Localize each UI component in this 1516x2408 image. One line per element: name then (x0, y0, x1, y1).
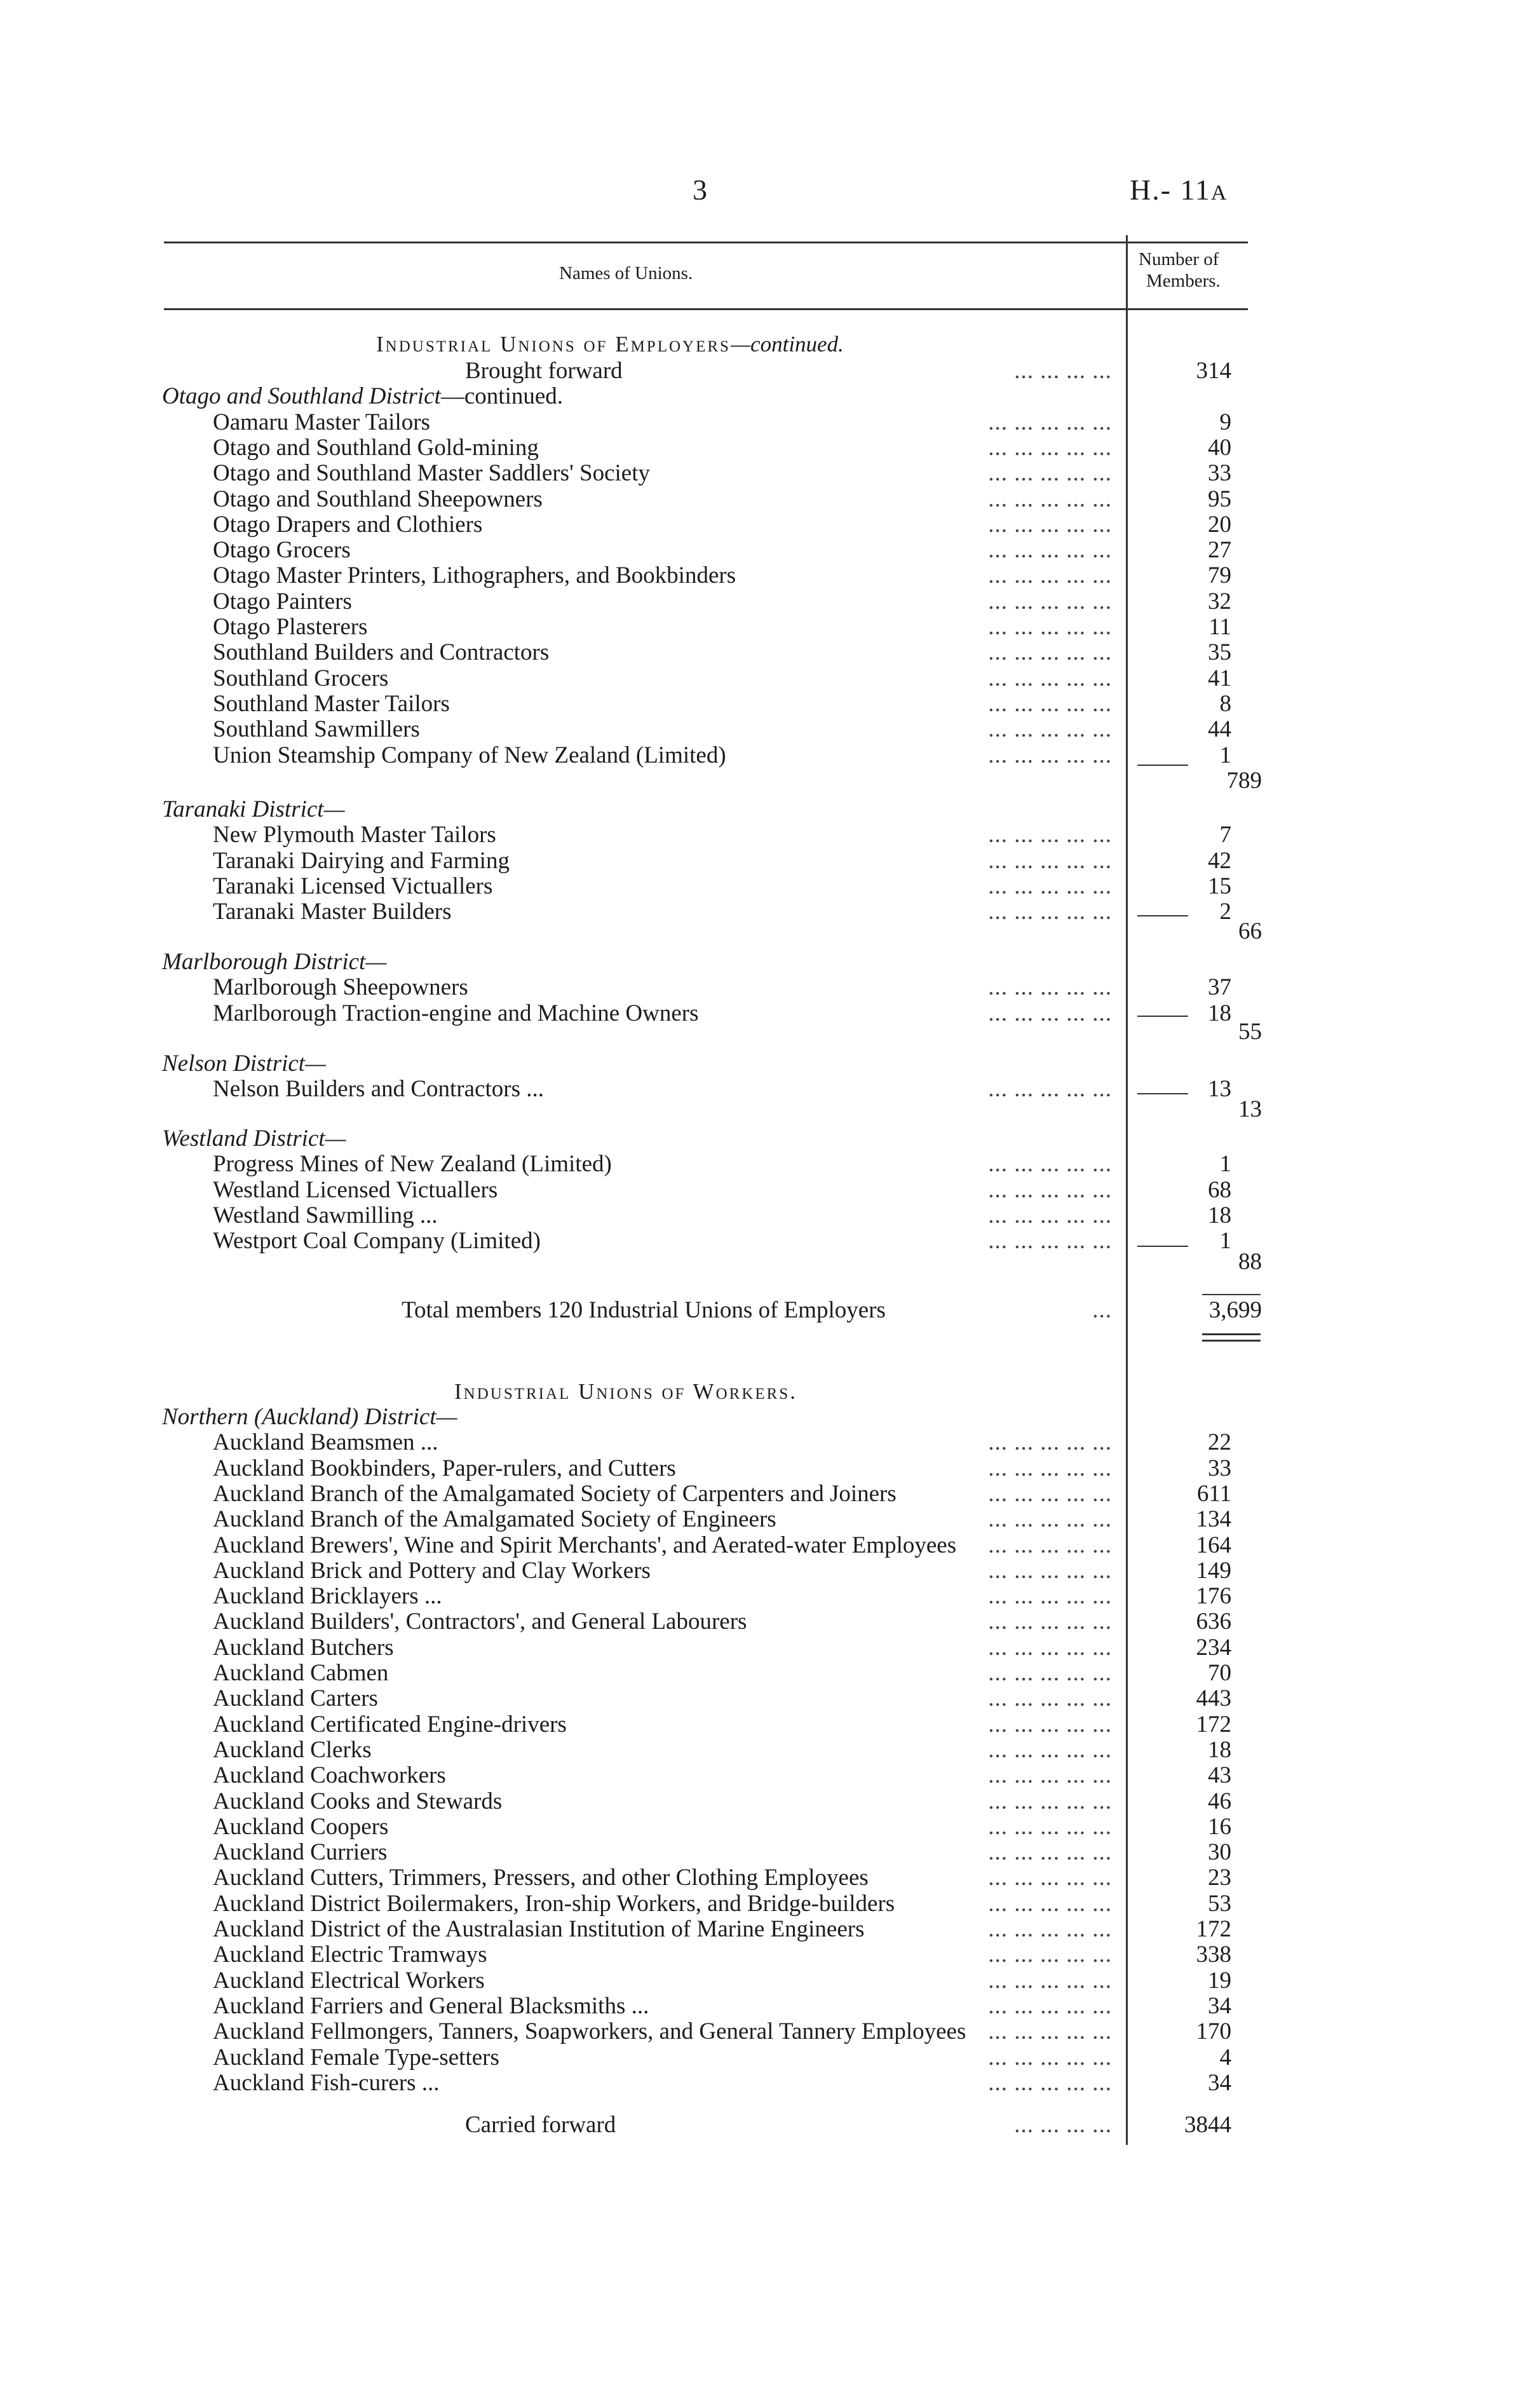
union-name: Auckland Bricklayers ... (213, 1583, 442, 1610)
leader-dots: ... ... ... ... ... (988, 1711, 1112, 1738)
leader-dots: ... ... ... ... ... (988, 1152, 1112, 1178)
table-row (0, 1584, 1516, 1609)
table-row (0, 410, 1516, 435)
leader-dots: ... ... ... ... ... (988, 975, 1112, 1001)
member-count: 53 (1208, 1890, 1231, 1917)
column-header-members-line2: Members. (1146, 271, 1221, 291)
table-row (0, 1840, 1516, 1865)
member-count: 37 (1208, 974, 1231, 1001)
leader-dots: ... ... ... ... ... (988, 665, 1112, 691)
carried-forward-value: 3844 (1184, 2112, 1231, 2138)
table-row (0, 1507, 1516, 1532)
leader-dots: ... ... ... ... ... (988, 1635, 1112, 1661)
employers-total-row (0, 1298, 1516, 1323)
member-count: 8 (1219, 690, 1231, 717)
subtotal-value: 55 (1238, 1019, 1262, 1045)
leader-dots: ... ... ... ... ... (988, 1993, 1112, 2019)
table-row (0, 1609, 1516, 1635)
table-row (0, 975, 1516, 1000)
table-header-bottom-rule (164, 308, 1248, 310)
union-name: Taranaki Licensed Victuallers (213, 873, 493, 899)
union-name: Auckland Branch of the Amalgamated Society of Engineers (213, 1506, 776, 1533)
leader-dots: ... ... ... ... ... (988, 691, 1112, 717)
leader-dots: ... ... ... ... ... (988, 822, 1112, 848)
union-name: Otago and Southland Master Saddlers' Society (213, 460, 650, 487)
member-count: 68 (1208, 1176, 1231, 1203)
union-name: Westland Sawmilling ... (213, 1202, 438, 1228)
union-name: Westland Licensed Victuallers (213, 1176, 498, 1203)
member-count: 33 (1208, 460, 1231, 487)
table-row (0, 1763, 1516, 1788)
leader-dots: ... ... ... ... ... (988, 1455, 1112, 1481)
member-count: 234 (1196, 1634, 1231, 1661)
union-name: Auckland District of the Australasian Institution of Marine Engineers (213, 1916, 865, 1942)
member-count: 172 (1196, 1916, 1231, 1942)
union-name: Marlborough Traction-engine and Machine Owners (213, 1000, 699, 1026)
member-count: 172 (1196, 1711, 1231, 1738)
westland-heading (0, 1126, 1516, 1152)
table-row (0, 1814, 1516, 1840)
member-count: 30 (1208, 1839, 1231, 1866)
member-count: 33 (1208, 1455, 1231, 1481)
nelson-subtotal (0, 1097, 1516, 1122)
member-count: 9 (1219, 409, 1231, 435)
document-reference-suffix: A (1210, 181, 1228, 205)
table-top-rule (164, 241, 1248, 243)
column-header-names: Names of Unions. (559, 263, 693, 283)
taranaki-subtotal (0, 919, 1516, 944)
union-name: Auckland Electric Tramways (213, 1942, 487, 1968)
table-row (0, 461, 1516, 486)
table-row (0, 1635, 1516, 1661)
member-count: 34 (1208, 1992, 1231, 2019)
member-count: 20 (1208, 511, 1231, 538)
union-name: Auckland Beamsmen ... (213, 1429, 438, 1456)
leader-dots: ... ... ... ... ... (988, 1507, 1112, 1533)
table-row (0, 538, 1516, 563)
member-count: 443 (1196, 1685, 1231, 1712)
otago-subtotal (0, 768, 1516, 794)
table-row (0, 2019, 1516, 2044)
brought-forward-row (0, 358, 1516, 384)
table-row (0, 487, 1516, 512)
leader-dots: ... ... ... ... ... (988, 717, 1112, 743)
member-count: 7 (1219, 822, 1231, 848)
table-row (0, 512, 1516, 538)
leader-dots: ... ... ... ... ... (988, 563, 1112, 589)
employers-heading: Industrial Unions of Employers—continued. (376, 332, 844, 357)
member-count: 46 (1208, 1788, 1231, 1814)
union-name: Auckland Farriers and General Blacksmiths ... (213, 1992, 649, 2019)
leader-dots: ... ... ... ... ... (988, 1737, 1112, 1763)
union-name: Union Steamship Company of New Zealand (Limited) (213, 742, 726, 768)
union-name: Auckland Butchers (213, 1634, 394, 1661)
table-row (0, 1558, 1516, 1584)
union-name: Auckland Branch of the Amalgamated Society of Carpenters and Joiners (213, 1480, 897, 1507)
leader-dots: ... ... ... ... ... (988, 1968, 1112, 1994)
member-count: 23 (1208, 1865, 1231, 1891)
table-row (0, 1686, 1516, 1711)
member-count: 134 (1196, 1506, 1231, 1533)
subtotal-rule (1137, 915, 1188, 916)
table-row (0, 1456, 1516, 1481)
union-name: Southland Sawmillers (213, 716, 420, 743)
leader-dots: ... ... ... ... ... (988, 1077, 1112, 1103)
leader-dots: ... ... ... ... ... (988, 2019, 1112, 2045)
column-header-members-line1: Number of (1139, 249, 1219, 269)
table-row (0, 874, 1516, 899)
subtotal-value: 66 (1238, 918, 1262, 944)
union-name: Auckland Cooks and Stewards (213, 1788, 503, 1814)
table-row (0, 1789, 1516, 1814)
leader-dots: ... ... ... ... ... (988, 1177, 1112, 1203)
marlborough-heading-label: Marlborough District— (162, 949, 387, 975)
table-row (0, 1865, 1516, 1891)
marlborough-subtotal (0, 1019, 1516, 1045)
westland-heading-label: Westland District— (162, 1126, 346, 1152)
leader-dots: ... ... ... ... ... (988, 486, 1112, 512)
leader-dots: ... ... ... ... ... (988, 1430, 1112, 1456)
table-row (0, 2045, 1516, 2071)
member-count: 32 (1208, 588, 1231, 615)
union-name: Otago Drapers and Clothiers (213, 511, 483, 538)
member-count: 16 (1208, 1813, 1231, 1840)
leader-dots: ... ... ... ... ... (988, 2070, 1112, 2096)
employers-total-label: Total members 120 Industrial Unions of Employers (402, 1297, 886, 1323)
union-name: Westport Coal Company (Limited) (213, 1228, 541, 1255)
union-name: Nelson Builders and Contractors ... (213, 1076, 544, 1103)
table-row (0, 717, 1516, 742)
member-count: 338 (1196, 1942, 1231, 1968)
subtotal-value: 88 (1238, 1249, 1262, 1275)
member-count: 35 (1208, 639, 1231, 666)
union-name: Auckland Brewers', Wine and Spirit Merchants', and Aerated-water Employees (213, 1532, 957, 1558)
union-name: Otago Grocers (213, 537, 351, 564)
union-name: Auckland District Boilermakers, Iron-ship Workers, and Bridge-builders (213, 1890, 895, 1917)
member-count: 34 (1208, 2069, 1231, 2096)
subtotal-value: 789 (1226, 767, 1262, 794)
page-number: 3 (693, 173, 707, 206)
union-name: Otago Master Printers, Lithographers, and Bookbinders (213, 562, 736, 589)
leader-dots: ... ... ... ... ... (988, 899, 1112, 925)
northern-heading (0, 1405, 1516, 1430)
subtotal-rule (1137, 765, 1188, 766)
member-count: 2 (1219, 899, 1231, 925)
union-name: Taranaki Master Builders (213, 899, 452, 925)
leader-dots: ... ... ... ... ... (988, 1558, 1112, 1584)
northern-heading-label: Northern (Auckland) District— (162, 1404, 457, 1430)
brought-forward-label: Brought forward (465, 358, 623, 384)
union-name: Auckland Electrical Workers (213, 1967, 485, 1994)
table-row (0, 1152, 1516, 1177)
leader-dots: ... ... ... ... ... (988, 409, 1112, 435)
union-name: Auckland Coachworkers (213, 1762, 446, 1789)
table-row (0, 589, 1516, 615)
otago-heading-label (162, 384, 563, 409)
leader-dots: ... ... ... ... ... (988, 512, 1112, 538)
otago-heading-text: Otago and Southland District (162, 383, 441, 410)
workers-heading-row (0, 1379, 1516, 1405)
union-name: Auckland Curriers (213, 1839, 388, 1866)
union-name: Otago and Southland Gold-mining (213, 434, 539, 461)
union-name: Auckland Brick and Pottery and Clay Workers (213, 1557, 651, 1584)
member-count: 18 (1208, 1736, 1231, 1763)
brought-forward-value: 314 (1196, 358, 1231, 384)
otago-heading-cont: —continued. (440, 383, 564, 410)
member-count: 1 (1219, 742, 1231, 768)
table-row (0, 435, 1516, 461)
member-count: 27 (1208, 537, 1231, 564)
member-count: 22 (1208, 1429, 1231, 1456)
table-row (0, 743, 1516, 768)
union-name: Auckland Fish-curers ... (213, 2069, 440, 2096)
member-count: 18 (1208, 1000, 1231, 1026)
leader-dots: ... ... ... ... ... (988, 742, 1112, 768)
leader-dots: ... ... ... ... ... (988, 1000, 1112, 1026)
member-count: 44 (1208, 716, 1231, 743)
leader-dots: ... ... ... ... (1014, 2112, 1112, 2138)
document-reference-main: H.- 11 (1130, 173, 1211, 206)
taranaki-heading-label: Taranaki District— (162, 796, 345, 822)
union-name: Auckland Cutters, Trimmers, Pressers, and other Clothing Employees (213, 1865, 869, 1891)
member-count: 19 (1208, 1967, 1231, 1994)
leader-dots: ... ... ... ... ... (988, 1865, 1112, 1891)
member-count: 42 (1208, 847, 1231, 874)
leader-dots: ... ... ... ... ... (988, 1609, 1112, 1635)
union-name: Southland Builders and Contractors (213, 639, 550, 666)
leader-dots: ... ... ... ... ... (988, 640, 1112, 666)
member-count: 11 (1208, 614, 1231, 640)
leader-dots: ... ... ... ... ... (988, 1788, 1112, 1814)
member-count: 149 (1196, 1557, 1231, 1584)
table-row (0, 1738, 1516, 1763)
document-reference (1130, 173, 1228, 207)
union-name: Marlborough Sheepowners (213, 974, 468, 1001)
leader-dots: ... ... ... ... ... (988, 1840, 1112, 1866)
nelson-heading (0, 1051, 1516, 1077)
union-name: Taranaki Dairying and Farming (213, 847, 510, 874)
table-row (0, 1994, 1516, 2019)
table-row (0, 563, 1516, 588)
member-count: 1 (1219, 1228, 1231, 1255)
taranaki-heading (0, 797, 1516, 822)
union-name: Otago Plasterers (213, 614, 368, 640)
leader-dots: ... ... ... ... ... (988, 461, 1112, 487)
subtotal-rule (1137, 1093, 1188, 1094)
union-name: Auckland Cabmen (213, 1660, 389, 1686)
table-row (0, 1942, 1516, 1968)
subtotal-rule (1137, 1016, 1188, 1017)
subtotal-value: 13 (1238, 1096, 1262, 1122)
member-count: 95 (1208, 486, 1231, 512)
leader-dots: ... ... ... ... ... (988, 1814, 1112, 1840)
leader-dots: ... ... ... ... ... (988, 615, 1112, 640)
leader-dots: ... ... ... ... ... (988, 2044, 1112, 2071)
member-count: 40 (1208, 434, 1231, 461)
member-count: 611 (1196, 1480, 1231, 1507)
union-name: Auckland Carters (213, 1685, 378, 1712)
union-name: Auckland Fellmongers, Tanners, Soapworkers, and General Tannery Employees (213, 2018, 966, 2045)
leader-dots: ... ... ... ... ... (988, 1228, 1112, 1255)
total-top-rule (1202, 1294, 1261, 1295)
union-name: Auckland Clerks (213, 1736, 372, 1763)
leader-dots: ... ... ... ... ... (988, 1202, 1112, 1228)
member-count: 1 (1219, 1151, 1231, 1178)
union-name: New Plymouth Master Tailors (213, 822, 496, 848)
union-name: Southland Grocers (213, 665, 389, 691)
leader-dots: ... ... ... ... ... (988, 1686, 1112, 1712)
marlborough-heading (0, 949, 1516, 975)
table-row (0, 1481, 1516, 1507)
nelson-heading-label: Nelson District— (162, 1051, 326, 1077)
leader-dots: ... ... ... ... ... (988, 1763, 1112, 1789)
table-row (0, 615, 1516, 640)
leader-dots: ... ... ... ... ... (988, 1532, 1112, 1558)
member-count: 4 (1219, 2044, 1231, 2071)
employers-total-value: 3,699 (1208, 1297, 1262, 1323)
member-count: 636 (1196, 1609, 1231, 1635)
table-row (0, 1178, 1516, 1203)
member-count: 176 (1196, 1583, 1231, 1610)
westland-subtotal (0, 1249, 1516, 1275)
table-row (0, 2071, 1516, 2096)
table-row (0, 1917, 1516, 1942)
union-name: Progress Mines of New Zealand (Limited) (213, 1151, 612, 1178)
member-count: 13 (1208, 1076, 1231, 1103)
member-count: 41 (1208, 665, 1231, 691)
table-row (0, 1968, 1516, 1994)
member-count: 43 (1208, 1762, 1231, 1789)
member-count: 79 (1208, 562, 1231, 589)
leader-dots: ... ... ... ... ... (988, 873, 1112, 899)
subtotal-rule (1137, 1246, 1188, 1247)
table-row (0, 1661, 1516, 1686)
table-row (0, 1712, 1516, 1738)
union-name: Auckland Coopers (213, 1813, 389, 1840)
table-row (0, 848, 1516, 874)
leader-dots: ... ... ... ... ... (988, 538, 1112, 564)
union-name: Auckland Builders', Contractors', and General Labourers (213, 1609, 747, 1635)
table-row (0, 691, 1516, 717)
table-row (0, 822, 1516, 848)
carried-forward-row (0, 2112, 1516, 2138)
member-count: 170 (1196, 2018, 1231, 2045)
member-count: 70 (1208, 1660, 1231, 1686)
table-row (0, 666, 1516, 691)
union-name: Southland Master Tailors (213, 690, 450, 717)
otago-heading (0, 384, 1516, 409)
leader-dots: ... ... ... ... ... (988, 588, 1112, 615)
leader-dots: ... ... ... ... ... (988, 1584, 1112, 1610)
leader-dots: ... ... ... ... ... (988, 848, 1112, 874)
leader-dots: ... ... ... ... ... (988, 1891, 1112, 1917)
leader-dots: ... (1092, 1298, 1112, 1323)
leader-dots: ... ... ... ... ... (988, 1917, 1112, 1942)
total-double-rule-1 (1202, 1333, 1261, 1335)
table-row (0, 1430, 1516, 1455)
leader-dots: ... ... ... ... ... (988, 1481, 1112, 1507)
union-name: Auckland Bookbinders, Paper-rulers, and Cutters (213, 1455, 676, 1481)
leader-dots: ... ... ... ... (1014, 358, 1112, 384)
table-row (0, 1533, 1516, 1558)
leader-dots: ... ... ... ... ... (988, 435, 1112, 461)
member-count: 18 (1208, 1202, 1231, 1228)
union-name: Otago and Southland Sheepowners (213, 486, 543, 512)
union-name: Otago Painters (213, 588, 352, 615)
leader-dots: ... ... ... ... ... (988, 1661, 1112, 1686)
union-name: Auckland Female Type-setters (213, 2044, 499, 2071)
table-row (0, 1203, 1516, 1228)
union-name: Oamaru Master Tailors (213, 409, 430, 435)
total-double-rule-2 (1202, 1340, 1261, 1342)
union-name: Auckland Certificated Engine-drivers (213, 1711, 567, 1738)
member-count: 164 (1196, 1532, 1231, 1558)
table-row (0, 1891, 1516, 1917)
workers-heading: Industrial Unions of Workers. (454, 1379, 797, 1404)
member-count: 15 (1208, 873, 1231, 899)
table-row (0, 640, 1516, 665)
carried-forward-label: Carried forward (465, 2112, 616, 2138)
leader-dots: ... ... ... ... ... (988, 1942, 1112, 1968)
